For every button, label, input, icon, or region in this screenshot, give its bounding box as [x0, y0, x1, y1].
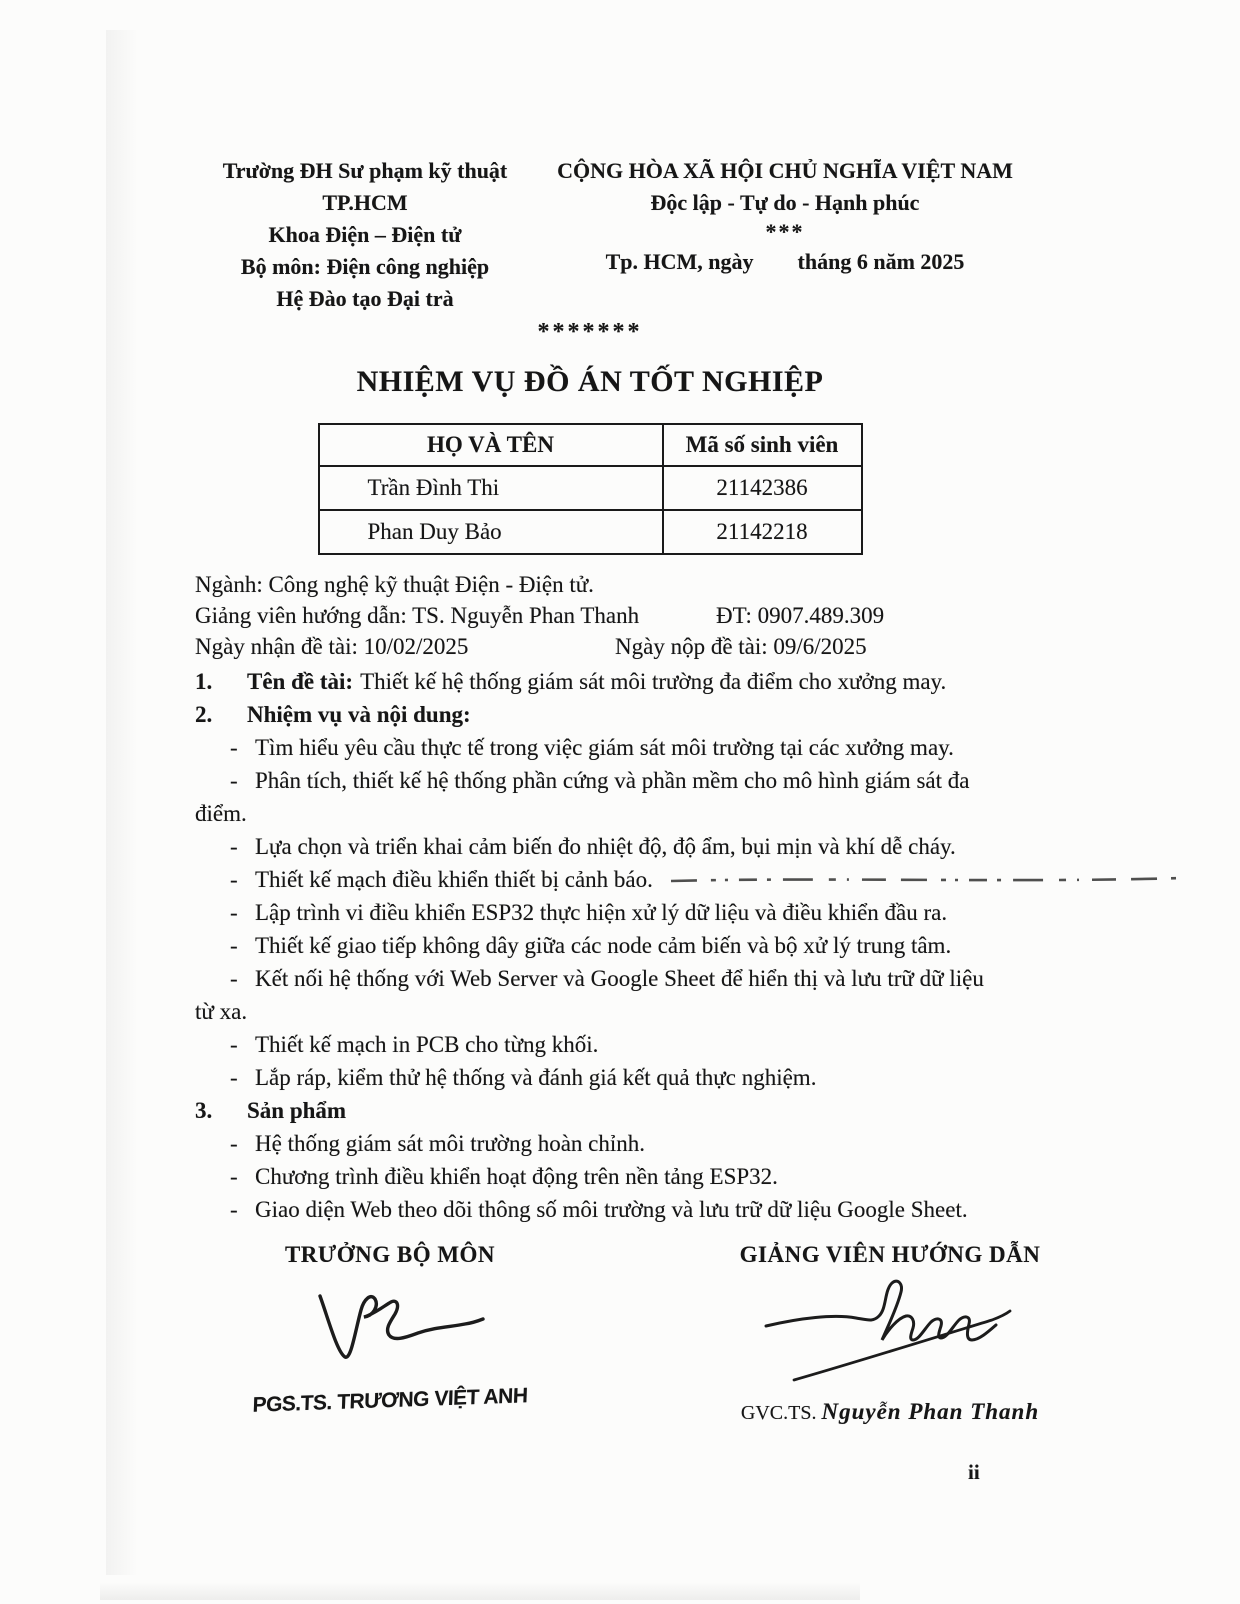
- product-line: [195, 1193, 1095, 1226]
- product-list: [195, 1127, 1095, 1226]
- sig-title-left: TRƯỞNG BỘ MÔN: [284, 1242, 496, 1267]
- task-line: [195, 731, 1095, 764]
- header-school-block: [195, 155, 535, 315]
- bullet-dash: -: [230, 1164, 238, 1189]
- sig-name-right: [675, 1399, 1105, 1425]
- task-list: [195, 731, 1095, 1094]
- product-line: [195, 1160, 1095, 1193]
- bullet-dash: -: [230, 900, 238, 925]
- assignment-body: [195, 665, 1095, 1226]
- scan-shadow-bottom: [100, 1582, 860, 1600]
- task-line: [195, 830, 1095, 863]
- info-major-text: Ngành: Công nghệ kỹ thuật Điện - Điện tử.: [195, 572, 594, 597]
- task-text: điểm.: [195, 801, 247, 826]
- signature-right: [760, 1274, 1020, 1392]
- task-line: [195, 896, 1095, 929]
- bullet-dash: -: [230, 867, 238, 892]
- info-block: [195, 569, 1095, 662]
- student-id-cell: 21142218: [663, 510, 862, 554]
- item-tasks-heading: [195, 698, 1095, 731]
- national-title: CỘNG HÒA XÃ HỘI CHỦ NGHĨA VIỆT NAM: [557, 158, 1013, 183]
- task-line: [195, 1028, 1095, 1061]
- info-phone: ĐT: 0907.489.309: [716, 603, 885, 628]
- header-national-block: [550, 155, 1020, 279]
- task-text: Lắp ráp, kiểm thử hệ thống và đánh giá kết quả thực nghiệm.: [255, 1065, 817, 1090]
- scan-shadow-left: [106, 30, 138, 1575]
- task-text: Thiết kế mạch in PCB cho từng khối.: [255, 1032, 599, 1057]
- document-content: [195, 155, 1095, 1425]
- bullet-dash: -: [230, 1065, 238, 1090]
- signature-block-left: [225, 1242, 555, 1425]
- bullet-dash: -: [230, 768, 238, 793]
- table-row: [319, 466, 862, 510]
- signature-block-right: [675, 1242, 1105, 1425]
- task-text: Kết nối hệ thống với Web Server và Google Sheet để hiển thị và lưu trữ dữ liệu: [255, 966, 984, 991]
- sig-name-script: Nguyễn Phan Thanh: [821, 1399, 1040, 1424]
- separator-stars: *******: [537, 319, 643, 345]
- bullet-dash: -: [230, 834, 238, 859]
- pen-dash-annotation: [669, 874, 1184, 886]
- info-major: [195, 569, 1095, 600]
- task-text: từ xa.: [195, 999, 248, 1024]
- header-stars-small: ***: [765, 219, 805, 244]
- document-header: [195, 155, 1095, 315]
- item-number: 1.: [195, 669, 213, 694]
- info-dates: [195, 631, 1095, 662]
- date-line-right: tháng 6 năm 2025: [797, 249, 965, 274]
- product-text: Hệ thống giám sát môi trường hoàn chỉnh.: [255, 1131, 646, 1156]
- student-name-cell: Phan Duy Bảo: [319, 510, 663, 554]
- student-id-cell: 21142386: [663, 466, 862, 510]
- bullet-dash: -: [230, 1131, 238, 1156]
- table-header-row: [319, 424, 862, 466]
- date-line-left: Tp. HCM, ngày: [605, 249, 754, 274]
- center-column: [195, 317, 985, 555]
- info-date-received: Ngày nhận đề tài: 10/02/2025: [195, 634, 469, 659]
- product-line: [195, 1127, 1095, 1160]
- task-text: Lựa chọn và triển khai cảm biến đo nhiệt độ, độ ẩm, bụi mịn và khí dễ cháy.: [255, 834, 956, 859]
- task-line: [195, 929, 1095, 962]
- item-label: Tên đề tài:: [247, 669, 354, 694]
- product-text: Chương trình điều khiển hoạt động trên nền tảng ESP32.: [255, 1164, 778, 1189]
- bullet-dash: -: [230, 966, 238, 991]
- page-number: ii: [968, 1460, 980, 1484]
- col-header-name: HỌ VÀ TÊN: [319, 424, 663, 466]
- signature-section: [195, 1242, 1095, 1425]
- students-table: [318, 423, 863, 555]
- item-topic: [195, 665, 1095, 698]
- task-text: Lập trình vi điều khiển ESP32 thực hiện xử lý dữ liệu và điều khiển đầu ra.: [255, 900, 948, 925]
- student-name-cell: Trần Đình Thi: [319, 466, 663, 510]
- task-line: [195, 764, 1095, 797]
- info-advisor: [195, 600, 1095, 631]
- item-label: Nhiệm vụ và nội dung:: [247, 702, 471, 727]
- national-motto: Độc lập - Tự do - Hạnh phúc: [650, 190, 920, 215]
- item-label: Sản phẩm: [247, 1098, 347, 1123]
- bullet-dash: -: [230, 933, 238, 958]
- task-text: Phân tích, thiết kế hệ thống phần cứng và phần mềm cho mô hình giám sát đa: [255, 768, 970, 793]
- header-school-line: Trường ĐH Sư phạm kỹ thuật TP.HCM: [222, 158, 508, 215]
- task-line: [195, 962, 1095, 995]
- header-school-line: Khoa Điện – Điện tử: [268, 222, 462, 247]
- item-products-heading: [195, 1094, 1095, 1127]
- table-row: [319, 510, 862, 554]
- header-school-line: Hệ Đào tạo Đại trà: [276, 286, 454, 311]
- col-header-student-id: Mã số sinh viên: [663, 424, 862, 466]
- task-line: [195, 863, 1095, 896]
- task-line: [195, 995, 1095, 1028]
- task-text: Tìm hiểu yêu cầu thực tế trong việc giám sát môi trường tại các xưởng may.: [255, 735, 954, 760]
- bullet-dash: -: [230, 735, 238, 760]
- bullet-dash: -: [230, 1197, 238, 1222]
- task-line: [195, 797, 1095, 830]
- task-text: Thiết kế giao tiếp không dây giữa các node cảm biến và bộ xử lý trung tâm.: [255, 933, 952, 958]
- task-line: [195, 1061, 1095, 1094]
- sig-title-right: GIẢNG VIÊN HƯỚNG DẪN: [739, 1242, 1041, 1267]
- header-school-line: Bộ môn: Điện công nghiệp: [240, 254, 490, 279]
- item-number: 3.: [195, 1098, 213, 1123]
- item-number: 2.: [195, 702, 213, 727]
- info-date-submitted: Ngày nộp đề tài: 09/6/2025: [615, 634, 867, 659]
- sig-name-prefix: GVC.TS.: [740, 1402, 817, 1424]
- info-advisor-text: Giảng viên hướng dẫn: TS. Nguyễn Phan Thanh: [195, 603, 640, 628]
- signature-left: [290, 1286, 490, 1376]
- bullet-dash: -: [230, 1032, 238, 1057]
- page-title: NHIỆM VỤ ĐỒ ÁN TỐT NGHIỆP: [356, 365, 824, 398]
- product-text: Giao diện Web theo dõi thông số môi trường và lưu trữ dữ liệu Google Sheet.: [255, 1197, 968, 1222]
- date-line: [550, 245, 1020, 279]
- sig-name-left: PGS.TS. TRƯƠNG VIỆT ANH: [252, 1384, 528, 1417]
- task-text: Thiết kế mạch điều khiển thiết bị cảnh báo.: [255, 867, 653, 892]
- item-topic-text: Thiết kế hệ thống giám sát môi trường đa điểm cho xưởng may.: [360, 669, 947, 694]
